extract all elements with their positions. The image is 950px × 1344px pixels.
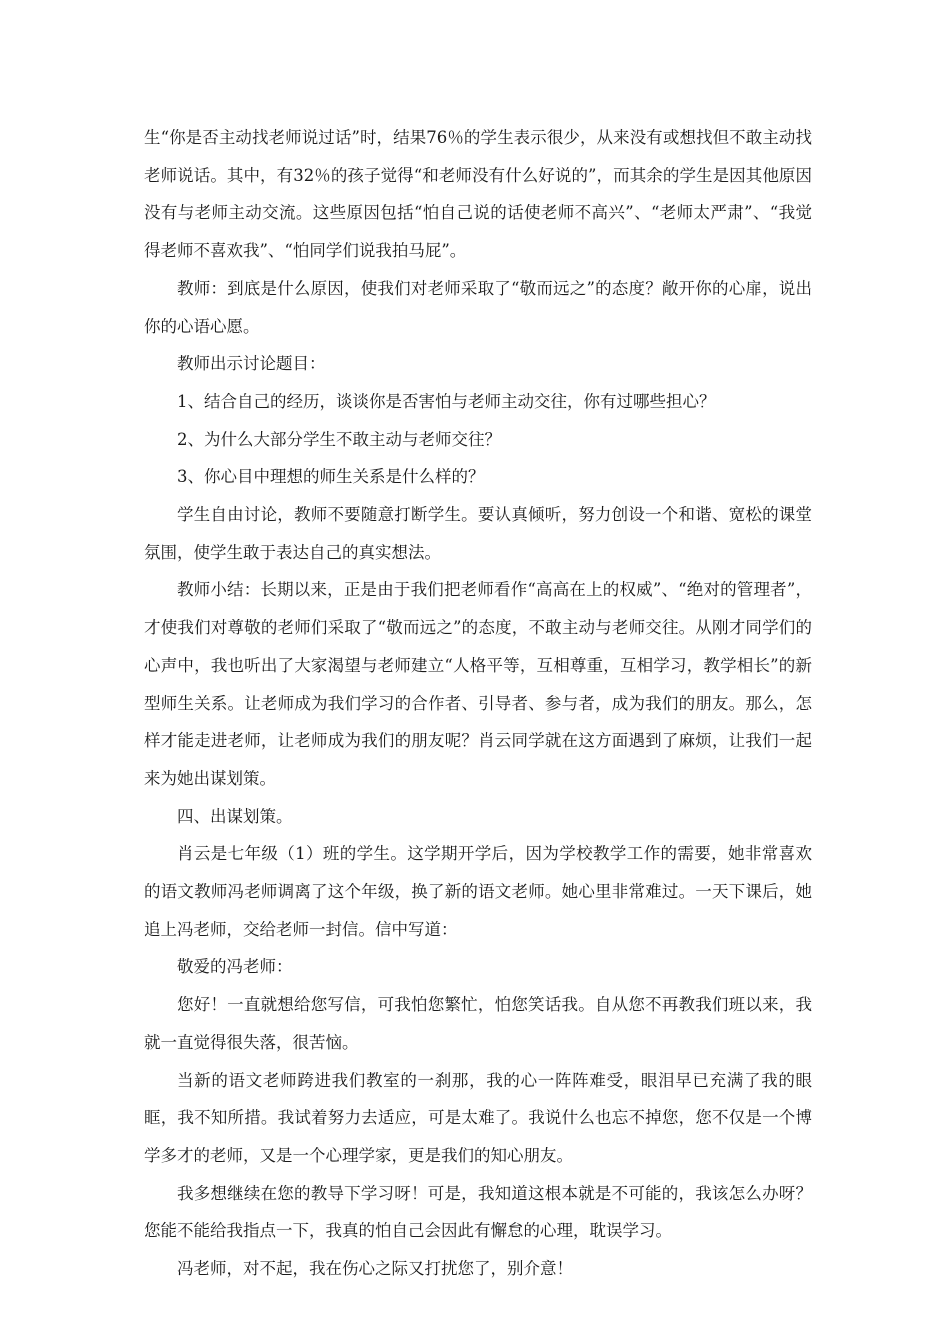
discussion-question-3: 3、你心目中理想的师生关系是什么样的？ — [177, 467, 485, 487]
body-paragraph-10: 肖云是七年级（1）班的学生。这学期开学后，因为学校教学工作的需要，她非常喜欢的语文教师冯老师调离了这个年级，换了新的语文老师。她心里非常难过。一天下课后，她追上冯老师，交给老师一封信。信中写道： — [144, 844, 812, 939]
body-paragraph-2: 教师：到底是什么原因，使我们对老师采取了“敬而远之”的态度？敞开你的心扉，说出你的心语心愿。 — [144, 278, 812, 336]
letter-paragraph-1: 您好！一直就想给您写信，可我怕您繁忙，怕您笑话我。自从您不再教我们班以来，我就一直觉得很失落，很苦恼。 — [144, 995, 812, 1052]
letter-paragraph-3: 我多想继续在您的教导下学习呀！可是，我知道这根本就是不可能的，我该怎么办呀？您能不能给我指点一下，我真的怕自己会因此有懈怠的心理，耽误学习。 — [144, 1183, 812, 1241]
discussion-question-2: 2、为什么大部分学生不敢主动与老师交往？ — [177, 429, 501, 449]
body-paragraph-7: 学生自由讨论，教师不要随意打断学生。要认真倾听，努力创设一个和谐、宽松的课堂氛围，使学生敢于表达自己的真实想法。 — [144, 505, 812, 562]
document-body — [144, 119, 812, 1288]
section-heading: 四、出谋划策。 — [177, 806, 293, 826]
body-paragraph-3: 教师出示讨论题目： — [177, 354, 326, 374]
letter-paragraph-4: 冯老师，对不起，我在伤心之际又打扰您了，别介意！ — [177, 1259, 573, 1279]
discussion-question-1: 1、结合自己的经历，谈谈你是否害怕与老师主动交往，你有过哪些担心？ — [177, 391, 716, 411]
letter-salutation: 敬爱的冯老师： — [177, 957, 293, 977]
letter-paragraph-2: 当新的语文老师跨进我们教室的一刹那，我的心一阵阵难受，眼泪早已充满了我的眼眶，我不知所措。我试着努力去适应，可是太难了。我说什么也忘不掉您，您不仅是一个博学多才的老师，又是一个心理学家，更是我们的知心朋友。 — [144, 1070, 812, 1165]
body-paragraph-8: 教师小结：长期以来，正是由于我们把老师看作“高高在上的权威”、“绝对的管理者”，才使我们对尊敬的老师们采取了“敬而远之”的态度，不敢主动与老师交往。从刚才同学们的心声中，我也听出了大家渴望与老师建立“人格平等，互相尊重，互相学习，教学相长”的新型师生关系。让老师成为我们学习的合作者、引导者、参与者，成为我们的朋友。那么，怎样才能走进老师，让老师成为我们的朋友呢？肖云同学就在这方面遇到了麻烦，让我们一起来为她出谋划策。 — [144, 580, 812, 788]
body-paragraph-1: 生“你是否主动找老师说过话”时，结果76％的学生表示很少，从来没有或想找但不敢主动找老师说话。其中，有32％的孩子觉得“和老师没有什么好说的”，而其余的学生是因其他原因没有与老师主动交流。这些原因包括“怕自己说的话使老师不高兴”、“老师太严肃”、“我觉得老师不喜欢我”、“怕同学们说我拍马屁”。 — [144, 128, 812, 261]
